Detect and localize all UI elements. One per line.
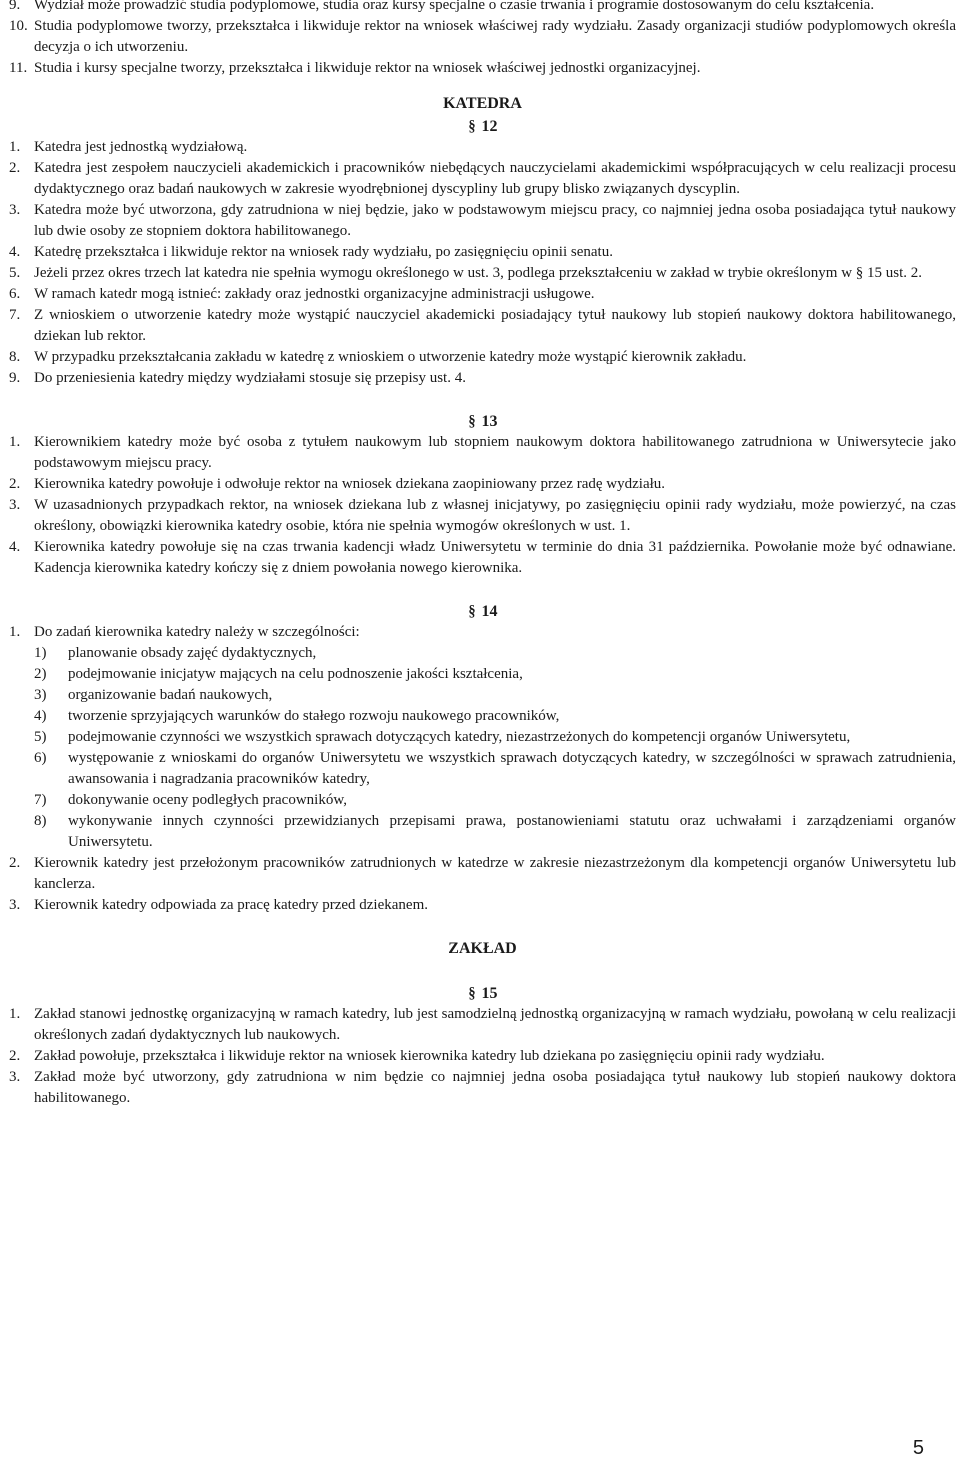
list-item [9, 495, 956, 537]
item-text: Katedra jest zespołem nauczycieli akademickich i pracowników niebędących nauczycielami akademickimi współpracujących w celu realizacji procesu dydaktycznego oraz badań naukowych w zakresie wyodrębnionej dyscypliny lub grupy blisko związanych dyscyplin. [34, 160, 956, 197]
list-item [9, 284, 956, 305]
paragraph-15-list [9, 1004, 956, 1109]
paragraph-14-list [9, 622, 956, 916]
item-text: Kierownik katedry odpowiada za pracę katedry przed dziekanem. [34, 897, 428, 913]
list-item [9, 58, 956, 79]
item-number: 11. [9, 60, 28, 76]
paragraph-number: 15 [481, 985, 498, 1002]
list-item [9, 305, 956, 347]
item-text: Studia podyplomowe tworzy, przekształca i likwiduje rektor na wniosek właściwej rady wydziału. Zasady organizacji studiów podyplomowych określa decyzja o ich utworzeniu. [34, 18, 956, 55]
item-number: 2. [9, 476, 21, 492]
list-item [9, 137, 956, 158]
item-text: Kierownikiem katedry może być osoba z tytułem naukowym lub stopniem naukowym doktora habilitowanego zatrudniona w Uniwersytecie jako podstawowym miejscu pracy. [34, 434, 956, 471]
item-text: Do przeniesienia katedry między wydziałami stosuje się przepisy ust. 4. [34, 370, 466, 386]
item-number: 8. [9, 349, 21, 365]
sub-item-text: tworzenie sprzyjających warunków do stałego rozwoju naukowego pracowników, [68, 708, 560, 724]
list-item [9, 242, 956, 263]
list-item [9, 474, 956, 495]
item-text: Kierownika katedry powołuje i odwołuje rektor na wniosek dziekana zaopiniowany przez radę wydziału. [34, 476, 666, 492]
item-text: W ramach katedr mogą istnieć: zakłady oraz jednostki organizacyjne administracji usługowe. [34, 286, 595, 302]
list-item [9, 1067, 956, 1109]
item-text: Do zadań kierownika katedry należy w szczególności: [34, 624, 360, 640]
sub-item-text: podejmowanie czynności we wszystkich sprawach dotyczących katedry, niezastrzeżonych do kompetencji organów Uniwersytetu, [68, 729, 851, 745]
item-number: 1. [9, 434, 21, 450]
sub-item-text: podejmowanie inicjatyw mających na celu podnoszenie jakości kształcenia, [68, 666, 523, 682]
sub-list-item [9, 748, 956, 790]
item-text: Kierownik katedry jest przełożonym pracowników zatrudnionych w katedrze w zakresie niezastrzeżonym dla kompetencji organów Uniwersytetu lub kanclerza. [34, 855, 956, 892]
section-title-katedra: KATEDRA [443, 95, 522, 112]
sub-item-text: planowanie obsady zajęć dydaktycznych, [68, 645, 317, 661]
sub-item-number: 1) [34, 645, 47, 661]
page-number: 5 [912, 1437, 924, 1459]
item-text: Kierownika katedry powołuje się na czas trwania kadencji władz Uniwersytetu w terminie do dnia 31 października. Powołanie może być odnawiane. Kadencja kierownika katedry kończy się z dniem powołania nowego kierownika. [34, 539, 956, 576]
list-item [9, 368, 956, 389]
sub-item-number: 8) [34, 813, 47, 829]
item-text: Zakład powołuje, przekształca i likwiduje rektor na wniosek kierownika katedry lub dziekana po zasięgnięciu opinii rady wydziału. [34, 1048, 825, 1064]
section-title-zaklad: ZAKŁAD [448, 940, 517, 957]
sub-list-item [9, 790, 956, 811]
paragraph-title [9, 411, 956, 432]
list-item [9, 537, 956, 579]
sub-item-text: wykonywanie innych czynności przewidzianych przepisami prawa, postanowieniami statutu oraz uchwałami i zarządzeniami organów Uniwersytetu. [68, 813, 956, 850]
item-number: 3. [9, 497, 21, 513]
sub-item-number: 2) [34, 666, 47, 682]
item-number: 3. [9, 202, 21, 218]
list-item [9, 622, 956, 643]
sub-item-text: organizowanie badań naukowych, [68, 687, 273, 703]
paragraph-12-list [9, 137, 956, 389]
item-number: 1. [9, 1006, 21, 1022]
item-number: 4. [9, 244, 21, 260]
item-number: 4. [9, 539, 21, 555]
item-text: W uzasadnionych przypadkach rektor, na wniosek dziekana lub z własnej inicjatywy, po zasięgnięciu opinii rady wydziału, może powierzyć, na czas określony, obowiązki kierownika katedry osobie, która nie spełnia wymogów określonych w ust. 1. [34, 497, 956, 534]
sub-list-item [9, 664, 956, 685]
paragraph-title [9, 116, 956, 137]
list-item [9, 1004, 956, 1046]
item-text: Zakład może być utworzony, gdy zatrudniona w nim będzie co najmniej jedna osoba posiadająca tytuł naukowy lub stopień naukowy doktora habilitowanego. [34, 1069, 956, 1106]
list-item [9, 263, 956, 284]
item-number: 2. [9, 855, 21, 871]
item-text: Jeżeli przez okres trzech lat katedra nie spełnia wymogu określonego w ust. 3, podlega przekształceniu w zakład w trybie określonym w § 15 ust. 2. [34, 265, 923, 281]
sub-list-item [9, 706, 956, 727]
section-sign-icon: § [467, 603, 476, 620]
sub-item-text: występowanie z wnioskami do organów Uniwersytetu we wszystkich sprawach dotyczących katedry, w szczególności w sprawach zatrudnienia, awansowania i nagradzania pracowników katedry, [68, 750, 956, 787]
item-number: 3. [9, 1069, 21, 1085]
section-sign-icon: § [467, 413, 476, 430]
list-item [9, 158, 956, 200]
sub-item-number: 5) [34, 729, 47, 745]
item-number: 7. [9, 307, 21, 323]
item-number: 9. [9, 0, 21, 13]
item-text: Katedra może być utworzona, gdy zatrudniona w niej będzie, jako w podstawowym miejscu pracy, co najmniej jedna osoba posiadająca tytuł naukowy lub dwie osoby ze stopniem doktora habilitowanego. [34, 202, 956, 239]
paragraph-number: 14 [481, 603, 498, 620]
item-number: 1. [9, 624, 21, 640]
paragraph-13-list [9, 432, 956, 579]
paragraph-number: 12 [481, 118, 498, 135]
item-text: Katedra jest jednostką wydziałową. [34, 139, 248, 155]
list-item [9, 895, 956, 916]
list-item [9, 1046, 956, 1067]
item-text: W przypadku przekształcania zakładu w katedrę z wnioskiem o utworzenie katedry może wystąpić kierownik zakładu. [34, 349, 747, 365]
item-number: 5. [9, 265, 21, 281]
section-sign-icon: § [467, 985, 476, 1002]
document-page [9, 0, 956, 1109]
sub-item-number: 7) [34, 792, 47, 808]
item-text: Studia i kursy specjalne tworzy, przekształca i likwiduje rektor na wniosek właściwej jednostki organizacyjnej. [34, 60, 701, 76]
list-item [9, 200, 956, 242]
item-number: 1. [9, 139, 21, 155]
item-text: Zakład stanowi jednostkę organizacyjną w ramach katedry, lub jest samodzielną jednostką organizacyjną w ramach wydziału, powołaną w celu realizacji określonych zadań dydaktycznych lub naukowych. [34, 1006, 956, 1043]
sub-item-number: 6) [34, 750, 47, 766]
list-item [9, 853, 956, 895]
list-item [9, 0, 956, 16]
sub-list-item [9, 643, 956, 664]
sub-list-item [9, 811, 956, 853]
item-number: 2. [9, 160, 21, 176]
sub-item-text: dokonywanie oceny podległych pracowników, [68, 792, 347, 808]
item-number: 10. [9, 18, 28, 34]
item-number: 3. [9, 897, 21, 913]
sub-item-number: 3) [34, 687, 47, 703]
paragraph-title [9, 983, 956, 1004]
section-sign-icon: § [467, 118, 476, 135]
item-number: 9. [9, 370, 21, 386]
paragraph-number: 13 [481, 413, 498, 430]
sub-list-item [9, 727, 956, 748]
list-item [9, 347, 956, 368]
item-number: 2. [9, 1048, 21, 1064]
item-text: Z wnioskiem o utworzenie katedry może wystąpić nauczyciel akademicki posiadający tytuł naukowy lub stopień naukowy doktora habilitowanego, dziekan lub rektor. [34, 307, 956, 344]
list-item [9, 16, 956, 58]
paragraph-title [9, 601, 956, 622]
sub-list-item [9, 685, 956, 706]
sub-item-number: 4) [34, 708, 47, 724]
top-list [9, 0, 956, 79]
item-text: Katedrę przekształca i likwiduje rektor na wniosek rady wydziału, po zasięgnięciu opinii senatu. [34, 244, 613, 260]
item-number: 6. [9, 286, 21, 302]
item-text: Wydział może prowadzić studia podyplomowe, studia oraz kursy specjalne o czasie trwania i programie dostosowanym do celu kształcenia. [34, 0, 875, 13]
list-item [9, 432, 956, 474]
